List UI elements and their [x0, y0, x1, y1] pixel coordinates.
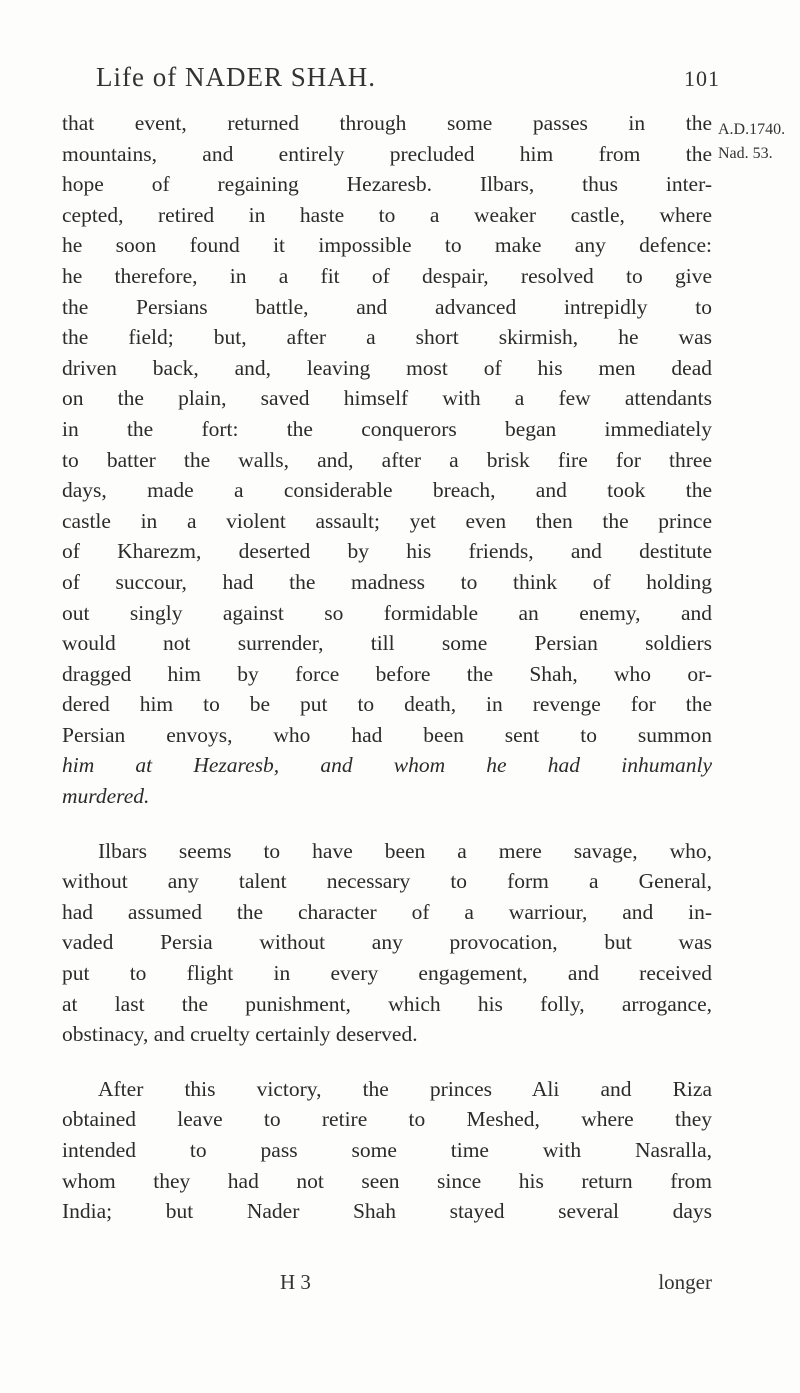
text-line: days, made a considerable breach, and took the	[62, 478, 712, 503]
paragraph-gap	[62, 812, 712, 836]
text-line: India; but Nader Shah stayed several days	[62, 1199, 712, 1224]
paragraph-1	[62, 108, 712, 812]
text-line: him at Hezaresb, and whom he had inhumanly	[62, 753, 712, 778]
text-line: he therefore, in a fit of despair, resolved to give	[62, 263, 712, 288]
paragraph-2	[62, 836, 712, 1050]
margin-note-year: A.D.1740.	[718, 121, 786, 138]
text-line: obstinacy, and cruelty certainly deserved.	[62, 1022, 418, 1047]
paragraph-3	[62, 1074, 712, 1227]
text-line: in the fort: the conquerors began immediately	[62, 416, 712, 441]
text-line: the field; but, after a short skirmish, he was	[62, 325, 712, 350]
text-line: without any talent necessary to form a General,	[62, 869, 712, 894]
text-line: dragged him by force before the Shah, who or-	[62, 661, 712, 686]
text-line: castle in a violent assault; yet even then the prince	[62, 508, 712, 533]
text-line: After this victory, the princes Ali and Riza	[98, 1076, 712, 1101]
running-title: Life of NADER SHAH.	[96, 62, 376, 92]
text-line: whom they had not seen since his return from	[62, 1168, 712, 1193]
text-line: hope of regaining Hezaresb. Ilbars, thus inter-	[62, 172, 712, 197]
text-line: intended to pass some time with Nasralla,	[62, 1138, 712, 1162]
text-line: vaded Persia without any provocation, but was	[62, 930, 712, 955]
text-line: cepted, retired in haste to a weaker castle, where	[62, 202, 712, 227]
text-line: mountains, and entirely precluded him from the	[62, 141, 712, 166]
text-line: on the plain, saved himself with a few attendants	[62, 386, 712, 411]
text-line: to batter the walls, and, after a brisk fire for three	[62, 447, 712, 472]
margin-note-reign: Nad. 53.	[718, 145, 773, 162]
text-line: the Persians battle, and advanced intrepidly to	[62, 294, 712, 319]
catchword: longer	[658, 1270, 712, 1294]
text-line: of Kharezm, deserted by his friends, and destitute	[62, 539, 712, 564]
text-line: would not surrender, till some Persian soldiers	[62, 631, 712, 656]
text-line: put to flight in every engagement, and received	[62, 961, 712, 986]
text-line: had assumed the character of a warriour, and in-	[62, 899, 712, 924]
text-line: Persian envoys, who had been sent to summon	[62, 722, 712, 747]
text-line: obtained leave to retire to Meshed, where they	[62, 1107, 712, 1132]
text-line: Ilbars seems to have been a mere savage, who,	[98, 838, 712, 863]
text-line: dered him to be put to death, in revenge for the	[62, 692, 712, 717]
text-line: that event, returned through some passes in the	[62, 111, 712, 135]
text-line: murdered.	[62, 784, 150, 809]
paragraph-gap	[62, 1050, 712, 1074]
body-text	[62, 108, 712, 1227]
text-line: out singly against so formidable an enemy, and	[62, 600, 712, 625]
margin-note	[718, 118, 798, 166]
text-line: at last the punishment, which his folly, arrogance,	[62, 991, 712, 1016]
signature-mark: H 3	[280, 1270, 311, 1294]
running-head	[96, 62, 720, 102]
text-line: driven back, and, leaving most of his men dead	[62, 355, 712, 380]
text-line: he soon found it impossible to make any defence:	[62, 233, 712, 258]
text-line: of succour, had the madness to think of holding	[62, 569, 712, 594]
page-number: 101	[684, 66, 720, 91]
